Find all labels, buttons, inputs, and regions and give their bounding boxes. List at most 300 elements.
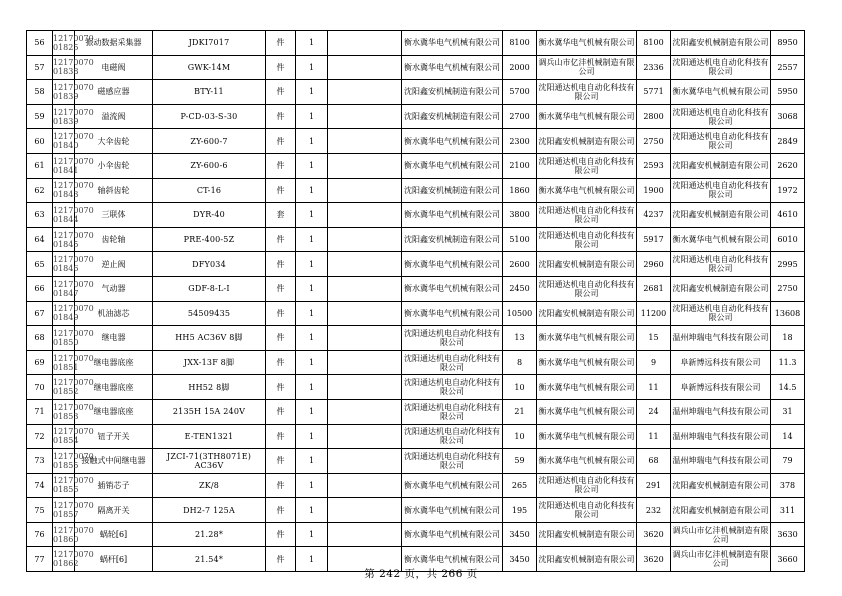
price-2: 15 (637, 326, 671, 351)
supplier-2: 衡水冀华电气机械有限公司 (537, 178, 637, 203)
row-number: 73 (27, 449, 53, 474)
page-footer (0, 566, 842, 581)
item-name: 继电器 (75, 326, 153, 351)
item-quantity: 1 (296, 547, 328, 572)
supplier-2: 衡水冀华电气机械有限公司 (537, 31, 637, 56)
row-number: 67 (27, 301, 53, 326)
item-unit: 件 (266, 350, 296, 375)
supplier-2: 衡水冀华电气机械有限公司 (537, 424, 637, 449)
item-quantity: 1 (296, 153, 328, 178)
price-1: 2000 (503, 55, 537, 80)
row-number: 72 (27, 424, 53, 449)
table-row (27, 178, 805, 203)
price-1: 2600 (503, 252, 537, 277)
supplier-3: 温州坤瑞电气科技有限公司 (671, 449, 771, 474)
item-unit: 件 (266, 104, 296, 129)
table-row (27, 227, 805, 252)
price-2: 232 (637, 498, 671, 523)
item-spec: HH52 8脚 (153, 375, 266, 400)
footer-page-number: 242 (379, 568, 401, 580)
price-2: 2960 (637, 252, 671, 277)
item-quantity: 1 (296, 326, 328, 351)
supplier-2: 调兵山市亿沣机械制造有限公司 (537, 55, 637, 80)
table-row (27, 153, 805, 178)
supplier-2: 沈阳鑫安机械制造有限公司 (537, 129, 637, 154)
supplier-3: 沈阳鑫安机械制造有限公司 (671, 153, 771, 178)
material-code: 12170070 01846 (53, 252, 75, 277)
price-3: 5950 (771, 80, 805, 105)
item-name: 大伞齿轮 (75, 129, 153, 154)
material-code: 12170070 01860 (53, 522, 75, 547)
remark-cell (328, 399, 402, 424)
row-number: 77 (27, 547, 53, 572)
remark-cell (328, 203, 402, 228)
supplier-3: 沈阳鑫安机械制造有限公司 (671, 276, 771, 301)
row-number: 71 (27, 399, 53, 424)
row-number: 60 (27, 129, 53, 154)
item-quantity: 1 (296, 449, 328, 474)
supplier-3: 衡水冀华电气机械有限公司 (671, 80, 771, 105)
remark-cell (328, 227, 402, 252)
supplier-1: 沈阳鑫安机械制造有限公司 (402, 80, 503, 105)
price-3: 11.3 (771, 350, 805, 375)
item-name: 轴斜齿轮 (75, 178, 153, 203)
material-code: 12170070 01851 (53, 350, 75, 375)
table-row (27, 203, 805, 228)
item-quantity: 1 (296, 80, 328, 105)
item-name: 气动器 (75, 276, 153, 301)
material-code: 12170070 01854 (53, 424, 75, 449)
item-name: 接触式中间继电器 (75, 449, 153, 474)
item-name: 机油滤芯 (75, 301, 153, 326)
price-3: 1972 (771, 178, 805, 203)
item-spec: 2135H 15A 240V (153, 399, 266, 424)
price-1: 195 (503, 498, 537, 523)
footer-suffix: 页 (466, 568, 478, 580)
item-unit: 件 (266, 80, 296, 105)
price-3: 8950 (771, 31, 805, 56)
price-3: 2995 (771, 252, 805, 277)
supplier-1: 沈阳通达机电自动化科技有限公司 (402, 326, 503, 351)
price-1: 3450 (503, 547, 537, 572)
supplier-3: 调兵山市亿沣机械制造有限公司 (671, 522, 771, 547)
price-2: 2336 (637, 55, 671, 80)
footer-total-pages: 266 (441, 568, 463, 580)
item-spec: P-CD-03-S-30 (153, 104, 266, 129)
price-1: 8100 (503, 31, 537, 56)
item-spec: ZK/8 (153, 473, 266, 498)
supplier-3: 沈阳鑫安机械制造有限公司 (671, 203, 771, 228)
price-2: 2681 (637, 276, 671, 301)
remark-cell (328, 276, 402, 301)
price-3: 2750 (771, 276, 805, 301)
item-spec: DFY034 (153, 252, 266, 277)
remark-cell (328, 55, 402, 80)
price-2: 8100 (637, 31, 671, 56)
price-2: 11 (637, 424, 671, 449)
footer-mid: 页，共 (404, 568, 438, 580)
remark-cell (328, 104, 402, 129)
item-quantity: 1 (296, 227, 328, 252)
supplier-1: 衡水冀华电气机械有限公司 (402, 276, 503, 301)
supplier-2: 沈阳通达机电自动化科技有限公司 (537, 276, 637, 301)
item-spec: GWK-14M (153, 55, 266, 80)
item-name: 小伞齿轮 (75, 153, 153, 178)
table-row (27, 350, 805, 375)
row-number: 57 (27, 55, 53, 80)
price-3: 3660 (771, 547, 805, 572)
price-1: 8 (503, 350, 537, 375)
item-spec: CT-16 (153, 178, 266, 203)
price-1: 2300 (503, 129, 537, 154)
item-quantity: 1 (296, 129, 328, 154)
item-unit: 件 (266, 399, 296, 424)
table-row (27, 498, 805, 523)
item-name: 钮子开关 (75, 424, 153, 449)
price-3: 31 (771, 399, 805, 424)
price-3: 13608 (771, 301, 805, 326)
row-number: 75 (27, 498, 53, 523)
remark-cell (328, 252, 402, 277)
material-code: 12170070 01839 (53, 104, 75, 129)
supplier-1: 沈阳鑫安机械制造有限公司 (402, 227, 503, 252)
table-row (27, 104, 805, 129)
item-quantity: 1 (296, 399, 328, 424)
row-number: 69 (27, 350, 53, 375)
item-name: 继电器底座 (75, 350, 153, 375)
item-unit: 件 (266, 31, 296, 56)
item-quantity: 1 (296, 178, 328, 203)
material-code: 12170070 01838 (53, 55, 75, 80)
price-1: 3800 (503, 203, 537, 228)
item-name: 隔离开关 (75, 498, 153, 523)
material-code: 12170070 01850 (53, 326, 75, 351)
supplier-3: 沈阳鑫安机械制造有限公司 (671, 473, 771, 498)
supplier-3: 温州坤瑞电气科技有限公司 (671, 326, 771, 351)
row-number: 66 (27, 276, 53, 301)
item-quantity: 1 (296, 350, 328, 375)
item-name: 磁感应器 (75, 80, 153, 105)
price-2: 1900 (637, 178, 671, 203)
supplier-1: 沈阳通达机电自动化科技有限公司 (402, 449, 503, 474)
remark-cell (328, 424, 402, 449)
supplier-3: 沈阳通达机电自动化科技有限公司 (671, 104, 771, 129)
supplier-1: 衡水冀华电气机械有限公司 (402, 31, 503, 56)
supplier-2: 沈阳鑫安机械制造有限公司 (537, 522, 637, 547)
remark-cell (328, 178, 402, 203)
price-3: 4610 (771, 203, 805, 228)
item-unit: 件 (266, 326, 296, 351)
price-3: 378 (771, 473, 805, 498)
table-row (27, 424, 805, 449)
item-unit: 件 (266, 547, 296, 572)
remark-cell (328, 449, 402, 474)
remark-cell (328, 31, 402, 56)
table-row (27, 449, 805, 474)
supplier-3: 沈阳通达机电自动化科技有限公司 (671, 252, 771, 277)
remark-cell (328, 129, 402, 154)
remark-cell (328, 153, 402, 178)
item-name: 继电器底座 (75, 375, 153, 400)
price-2: 5771 (637, 80, 671, 105)
price-3: 18 (771, 326, 805, 351)
remark-cell (328, 350, 402, 375)
supplier-3: 沈阳通达机电自动化科技有限公司 (671, 301, 771, 326)
item-unit: 套 (266, 203, 296, 228)
material-code: 12170070 01839 (53, 80, 75, 105)
supplier-2: 沈阳通达机电自动化科技有限公司 (537, 153, 637, 178)
supplier-1: 沈阳鑫安机械制造有限公司 (402, 104, 503, 129)
supplier-1: 衡水冀华电气机械有限公司 (402, 301, 503, 326)
table-row (27, 301, 805, 326)
remark-cell (328, 326, 402, 351)
table-row (27, 252, 805, 277)
item-name: 逆止阀 (75, 252, 153, 277)
price-2: 11 (637, 375, 671, 400)
price-3: 2557 (771, 55, 805, 80)
item-spec: 21.28* (153, 522, 266, 547)
price-2: 3620 (637, 522, 671, 547)
price-1: 21 (503, 399, 537, 424)
price-1: 2100 (503, 153, 537, 178)
row-number: 70 (27, 375, 53, 400)
price-3: 14 (771, 424, 805, 449)
supplier-1: 衡水冀华电气机械有限公司 (402, 252, 503, 277)
item-quantity: 1 (296, 104, 328, 129)
supplier-2: 衡水冀华电气机械有限公司 (537, 449, 637, 474)
item-unit: 件 (266, 498, 296, 523)
price-1: 13 (503, 326, 537, 351)
price-2: 5917 (637, 227, 671, 252)
price-2: 3620 (637, 547, 671, 572)
material-code: 12170070 01853 (53, 399, 75, 424)
item-spec: BTY-11 (153, 80, 266, 105)
item-unit: 件 (266, 227, 296, 252)
price-3: 3630 (771, 522, 805, 547)
item-name: 蜗轮[6] (75, 522, 153, 547)
price-1: 2450 (503, 276, 537, 301)
supplier-2: 衡水冀华电气机械有限公司 (537, 104, 637, 129)
price-1: 59 (503, 449, 537, 474)
supplier-2: 沈阳通达机电自动化科技有限公司 (537, 227, 637, 252)
row-number: 76 (27, 522, 53, 547)
item-quantity: 1 (296, 301, 328, 326)
supplier-3: 沈阳鑫安机械制造有限公司 (671, 31, 771, 56)
remark-cell (328, 80, 402, 105)
remark-cell (328, 301, 402, 326)
remark-cell (328, 498, 402, 523)
row-number: 74 (27, 473, 53, 498)
item-unit: 件 (266, 153, 296, 178)
item-spec: DH2-7 125A (153, 498, 266, 523)
supplier-2: 衡水冀华电气机械有限公司 (537, 375, 637, 400)
material-code: 12170070 01862 (53, 547, 75, 572)
table-row (27, 276, 805, 301)
item-quantity: 1 (296, 473, 328, 498)
item-unit: 件 (266, 252, 296, 277)
supplier-3: 衡水冀华电气机械有限公司 (671, 227, 771, 252)
item-spec: HH5 AC36V 8脚 (153, 326, 266, 351)
table-row (27, 55, 805, 80)
price-1: 3450 (503, 522, 537, 547)
price-1: 2700 (503, 104, 537, 129)
item-unit: 件 (266, 129, 296, 154)
item-unit: 件 (266, 522, 296, 547)
supplier-2: 沈阳鑫安机械制造有限公司 (537, 547, 637, 572)
supplier-1: 衡水冀华电气机械有限公司 (402, 498, 503, 523)
supplier-1: 沈阳鑫安机械制造有限公司 (402, 178, 503, 203)
price-2: 68 (637, 449, 671, 474)
row-number: 65 (27, 252, 53, 277)
price-3: 3068 (771, 104, 805, 129)
procurement-table (26, 30, 805, 572)
material-code: 12170070 01843 (53, 178, 75, 203)
supplier-1: 衡水冀华电气机械有限公司 (402, 522, 503, 547)
item-spec: GDF-8-L-I (153, 276, 266, 301)
table-row (27, 375, 805, 400)
supplier-3: 温州坤瑞电气科技有限公司 (671, 424, 771, 449)
item-name: 蜗杆[6] (75, 547, 153, 572)
price-1: 5700 (503, 80, 537, 105)
supplier-3: 沈阳鑫安机械制造有限公司 (671, 498, 771, 523)
supplier-3: 沈阳通达机电自动化科技有限公司 (671, 129, 771, 154)
item-unit: 件 (266, 473, 296, 498)
supplier-1: 衡水冀华电气机械有限公司 (402, 203, 503, 228)
price-2: 4237 (637, 203, 671, 228)
table-row (27, 31, 805, 56)
item-quantity: 1 (296, 498, 328, 523)
price-2: 291 (637, 473, 671, 498)
supplier-2: 沈阳通达机电自动化科技有限公司 (537, 498, 637, 523)
item-spec: ZY-600-6 (153, 153, 266, 178)
row-number: 63 (27, 203, 53, 228)
supplier-1: 衡水冀华电气机械有限公司 (402, 153, 503, 178)
material-code: 12170070 01849 (53, 301, 75, 326)
item-spec: DYR-40 (153, 203, 266, 228)
item-name: 溢流阀 (75, 104, 153, 129)
supplier-3: 阜新博远科技有限公司 (671, 375, 771, 400)
remark-cell (328, 522, 402, 547)
price-3: 2849 (771, 129, 805, 154)
table-row (27, 473, 805, 498)
item-unit: 件 (266, 375, 296, 400)
item-spec: PRE-400-5Z (153, 227, 266, 252)
item-quantity: 1 (296, 375, 328, 400)
supplier-2: 衡水冀华电气机械有限公司 (537, 399, 637, 424)
supplier-1: 衡水冀华电气机械有限公司 (402, 473, 503, 498)
price-3: 79 (771, 449, 805, 474)
supplier-1: 沈阳通达机电自动化科技有限公司 (402, 424, 503, 449)
material-code: 12170070 01856 (53, 473, 75, 498)
item-spec: ZY-600-7 (153, 129, 266, 154)
price-3: 6010 (771, 227, 805, 252)
supplier-2: 沈阳鑫安机械制造有限公司 (537, 252, 637, 277)
price-1: 10500 (503, 301, 537, 326)
material-code: 12170070 01845 (53, 227, 75, 252)
price-1: 5100 (503, 227, 537, 252)
supplier-2: 沈阳通达机电自动化科技有限公司 (537, 203, 637, 228)
item-quantity: 1 (296, 276, 328, 301)
table-row (27, 80, 805, 105)
material-code: 12170070 01844 (53, 203, 75, 228)
item-spec: JZCI-71(3TH8071E) AC36V (153, 449, 266, 474)
supplier-2: 衡水冀华电气机械有限公司 (537, 350, 637, 375)
row-number: 59 (27, 104, 53, 129)
price-2: 2800 (637, 104, 671, 129)
footer-prefix: 第 (364, 568, 376, 580)
supplier-3: 沈阳通达机电自动化科技有限公司 (671, 178, 771, 203)
supplier-2: 衡水冀华电气机械有限公司 (537, 326, 637, 351)
material-code: 12170070 01825 (53, 31, 75, 56)
price-2: 2593 (637, 153, 671, 178)
item-unit: 件 (266, 178, 296, 203)
material-code: 12170070 01841 (53, 153, 75, 178)
price-2: 9 (637, 350, 671, 375)
item-quantity: 1 (296, 31, 328, 56)
row-number: 62 (27, 178, 53, 203)
item-quantity: 1 (296, 252, 328, 277)
item-unit: 件 (266, 276, 296, 301)
item-spec: E-TEN1321 (153, 424, 266, 449)
item-spec: 21.54* (153, 547, 266, 572)
supplier-3: 温州坤瑞电气科技有限公司 (671, 399, 771, 424)
supplier-2: 沈阳通达机电自动化科技有限公司 (537, 473, 637, 498)
supplier-2: 沈阳鑫安机械制造有限公司 (537, 301, 637, 326)
supplier-1: 沈阳通达机电自动化科技有限公司 (402, 399, 503, 424)
item-quantity: 1 (296, 424, 328, 449)
remark-cell (328, 473, 402, 498)
item-name: 插销芯子 (75, 473, 153, 498)
price-1: 1860 (503, 178, 537, 203)
item-quantity: 1 (296, 203, 328, 228)
supplier-1: 沈阳通达机电自动化科技有限公司 (402, 350, 503, 375)
item-unit: 件 (266, 301, 296, 326)
item-unit: 件 (266, 449, 296, 474)
supplier-3: 沈阳通达机电自动化科技有限公司 (671, 55, 771, 80)
material-code: 12170070 01847 (53, 276, 75, 301)
item-name: 振动数据采集器 (75, 31, 153, 56)
price-3: 14.5 (771, 375, 805, 400)
supplier-1: 衡水冀华电气机械有限公司 (402, 547, 503, 572)
remark-cell (328, 375, 402, 400)
supplier-2: 沈阳通达机电自动化科技有限公司 (537, 80, 637, 105)
item-spec: JXX-13F 8脚 (153, 350, 266, 375)
supplier-1: 沈阳通达机电自动化科技有限公司 (402, 375, 503, 400)
item-name: 齿轮轴 (75, 227, 153, 252)
row-number: 64 (27, 227, 53, 252)
supplier-1: 衡水冀华电气机械有限公司 (402, 55, 503, 80)
row-number: 58 (27, 80, 53, 105)
item-name: 电磁阀 (75, 55, 153, 80)
price-1: 10 (503, 375, 537, 400)
supplier-1: 衡水冀华电气机械有限公司 (402, 129, 503, 154)
price-2: 2750 (637, 129, 671, 154)
supplier-3: 调兵山市亿沣机械制造有限公司 (671, 547, 771, 572)
material-code: 12170070 01852 (53, 375, 75, 400)
row-number: 68 (27, 326, 53, 351)
price-2: 11200 (637, 301, 671, 326)
table-body (27, 31, 805, 572)
item-quantity: 1 (296, 522, 328, 547)
material-code: 12170070 01855 (53, 449, 75, 474)
price-2: 24 (637, 399, 671, 424)
price-3: 2620 (771, 153, 805, 178)
price-1: 265 (503, 473, 537, 498)
table-row (27, 399, 805, 424)
supplier-3: 阜新博远科技有限公司 (671, 350, 771, 375)
item-unit: 件 (266, 55, 296, 80)
material-code: 12170070 01857 (53, 498, 75, 523)
